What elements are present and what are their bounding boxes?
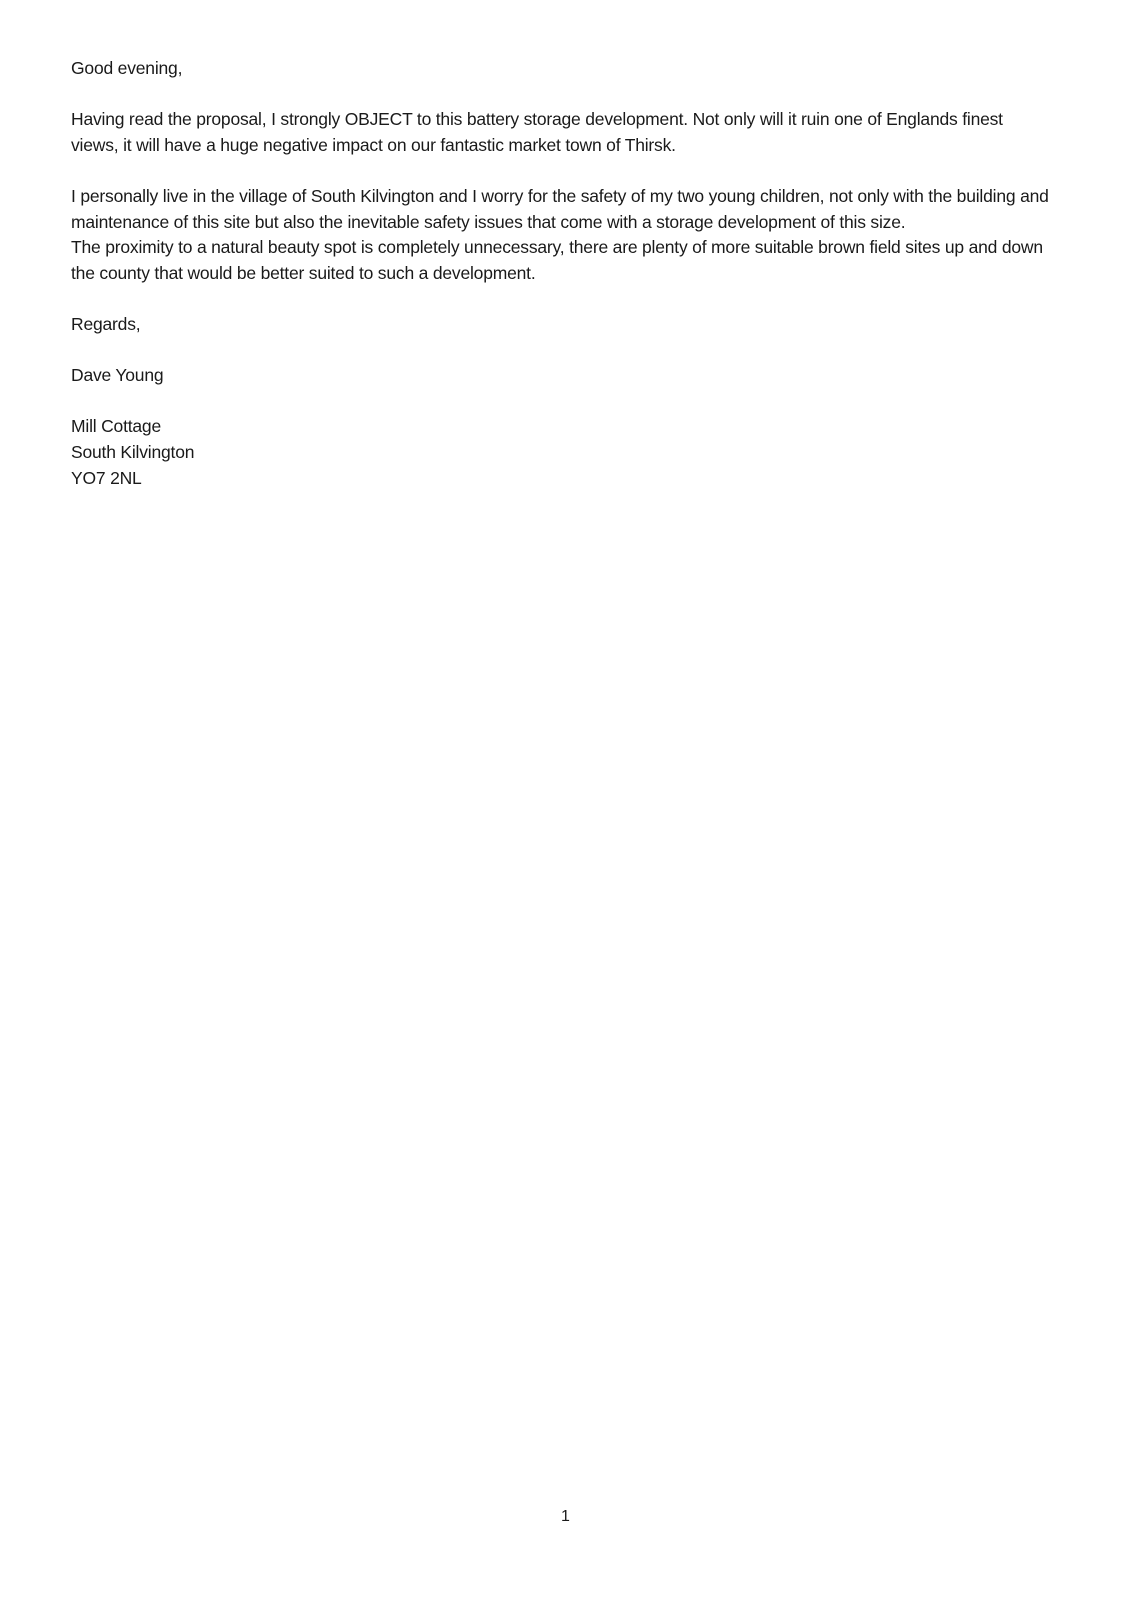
address-line-2: South Kilvington bbox=[71, 441, 195, 462]
sender-address bbox=[71, 414, 1049, 491]
page-footer bbox=[0, 1506, 1131, 1528]
letter-body bbox=[71, 56, 1049, 491]
address-line-3: YO7 2NL bbox=[71, 467, 142, 488]
page-number: 1 bbox=[561, 1508, 570, 1525]
letter-greeting: Good evening, bbox=[71, 58, 183, 78]
letter-paragraph-proximity: The proximity to a natural beauty spot is completely unnecessary, there are plenty of more suitable brown field sites up and down the county that would be better suited to such a development. bbox=[71, 237, 1043, 283]
address-line-1: Mill Cottage bbox=[71, 416, 161, 437]
letter-closing: Regards, bbox=[71, 313, 141, 334]
letter-paragraph-objection: Having read the proposal, I strongly OBJECT to this battery storage development. Not only will it ruin one of Englands finest views, it will have a huge negative impact on our fantastic market town of Thirsk. bbox=[71, 109, 1003, 155]
letter-signature: Dave Young bbox=[71, 365, 164, 386]
letter-paragraph-safety: I personally live in the village of South Kilvington and I worry for the safety of my two young children, not only with the building and maintenance of this site but also the inevitable safety issues that come with a storage development of this size. bbox=[71, 185, 1049, 232]
